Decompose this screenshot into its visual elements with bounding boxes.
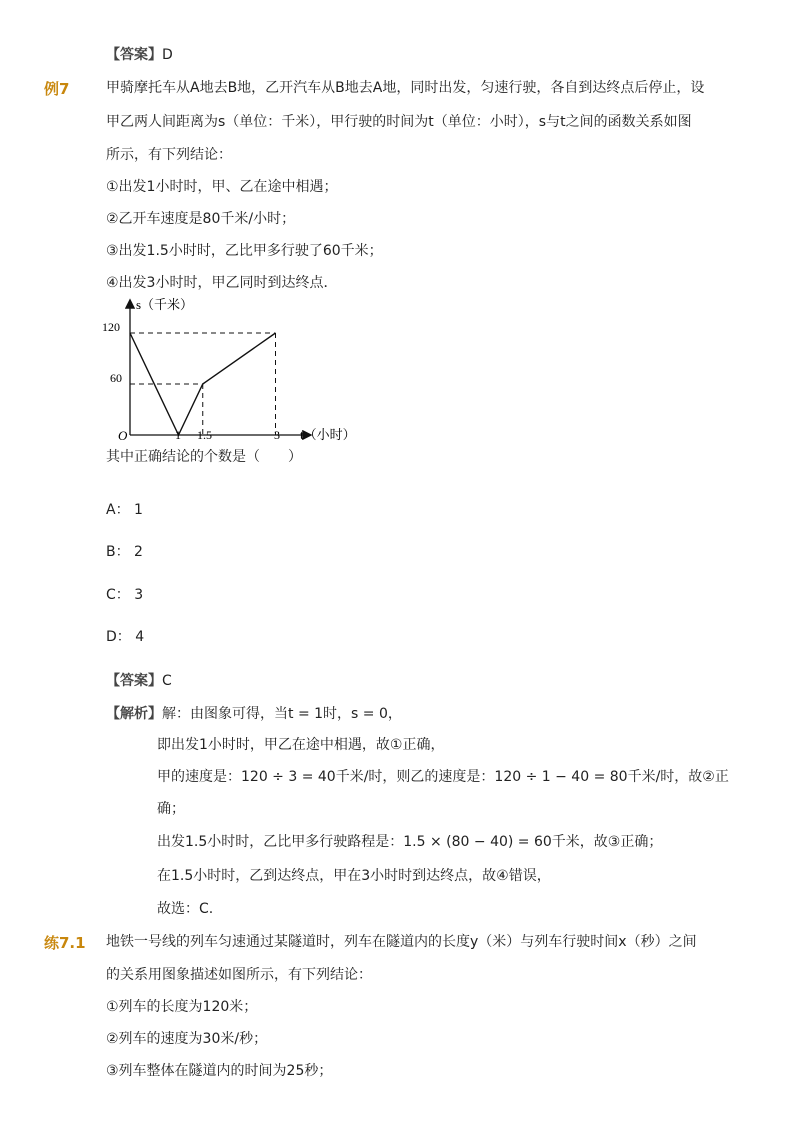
analysis (106, 703, 402, 723)
origin-label: O (118, 428, 128, 443)
example-tag: 例7 (44, 80, 70, 98)
conclusion-2: ②乙开车速度是80千米/小时； (106, 211, 296, 227)
answer-value: C (162, 673, 172, 689)
conclusion-4: ④出发3小时时，甲乙同时到达终点． (106, 275, 338, 291)
option-d[interactable]: D： 4 (106, 629, 145, 645)
analysis-label: 【解析】 (106, 706, 162, 722)
option-a[interactable]: A： 1 (106, 502, 143, 518)
x-axis-label: t（小时） (300, 427, 356, 442)
analysis-line: 出发1.5小时时，乙比甲多行驶路程是：1.5 × (80 − 40) = 60千米，故③正确； (157, 834, 663, 850)
analysis-line: 故选：C. (157, 901, 214, 917)
answer-label: 【答案】 (106, 673, 162, 689)
analysis-line: 确； (157, 801, 185, 817)
example-line: 甲骑摩托车从A地去B地，乙开汽车从B地去A地，同时出发，匀速行驶，各自到达终点后停止，设 (106, 80, 705, 96)
y-tick-label: 60 (110, 371, 122, 385)
distance-time-chart (96, 295, 366, 447)
analysis-line: 在1.5小时时，乙到达终点，甲在3小时时到达终点，故④错误， (157, 868, 551, 884)
example-line: 所示，有下列结论： (106, 147, 232, 163)
answer-label: 【答案】 (106, 47, 162, 63)
option-c[interactable]: C： 3 (106, 587, 144, 603)
top-answer (106, 44, 173, 64)
practice-line: 地铁一号线的列车匀速通过某隧道时，列车在隧道内的长度y（米）与列车行驶时间x（秒）之间 (106, 934, 697, 950)
answer-value: D (162, 47, 173, 63)
example-line: 甲乙两人间距离为s（单位：千米），甲行驶的时间为t（单位：小时），s与t之间的函数关系如图 (106, 114, 692, 130)
practice-conclusion-2: ②列车的速度为30米/秒； (106, 1031, 268, 1047)
conclusion-3: ③出发1.5小时时，乙比甲多行驶了60千米； (106, 243, 383, 259)
analysis-line: 即出发1小时时，甲乙在途中相遇，故①正确， (157, 737, 445, 753)
x-tick-label: 1 (175, 428, 181, 442)
analysis-first-line: 解：由图象可得，当t = 1时，s = 0， (162, 706, 402, 722)
practice-conclusion-1: ①列车的长度为120米； (106, 999, 258, 1015)
practice-tag: 练7.1 (44, 934, 86, 952)
option-b[interactable]: B： 2 (106, 544, 143, 560)
y-tick-label: 120 (102, 320, 120, 334)
analysis-line: 甲的速度是：120 ÷ 3 = 40千米/时，则乙的速度是：120 ÷ 1 − 40 = 80千米/时，故②正 (157, 769, 729, 785)
x-tick-label: 1.5 (197, 428, 212, 442)
answer (106, 670, 172, 690)
y-axis-label: s（千米） (136, 297, 194, 312)
question-text: 其中正确结论的个数是（ ） (106, 449, 302, 465)
x-tick-label: 3 (274, 428, 280, 442)
practice-line: 的关系用图象描述如图所示，有下列结论： (106, 967, 372, 983)
practice-conclusion-3: ③列车整体在隧道内的时间为25秒； (106, 1063, 333, 1079)
conclusion-1: ①出发1小时时，甲、乙在途中相遇； (106, 179, 338, 195)
